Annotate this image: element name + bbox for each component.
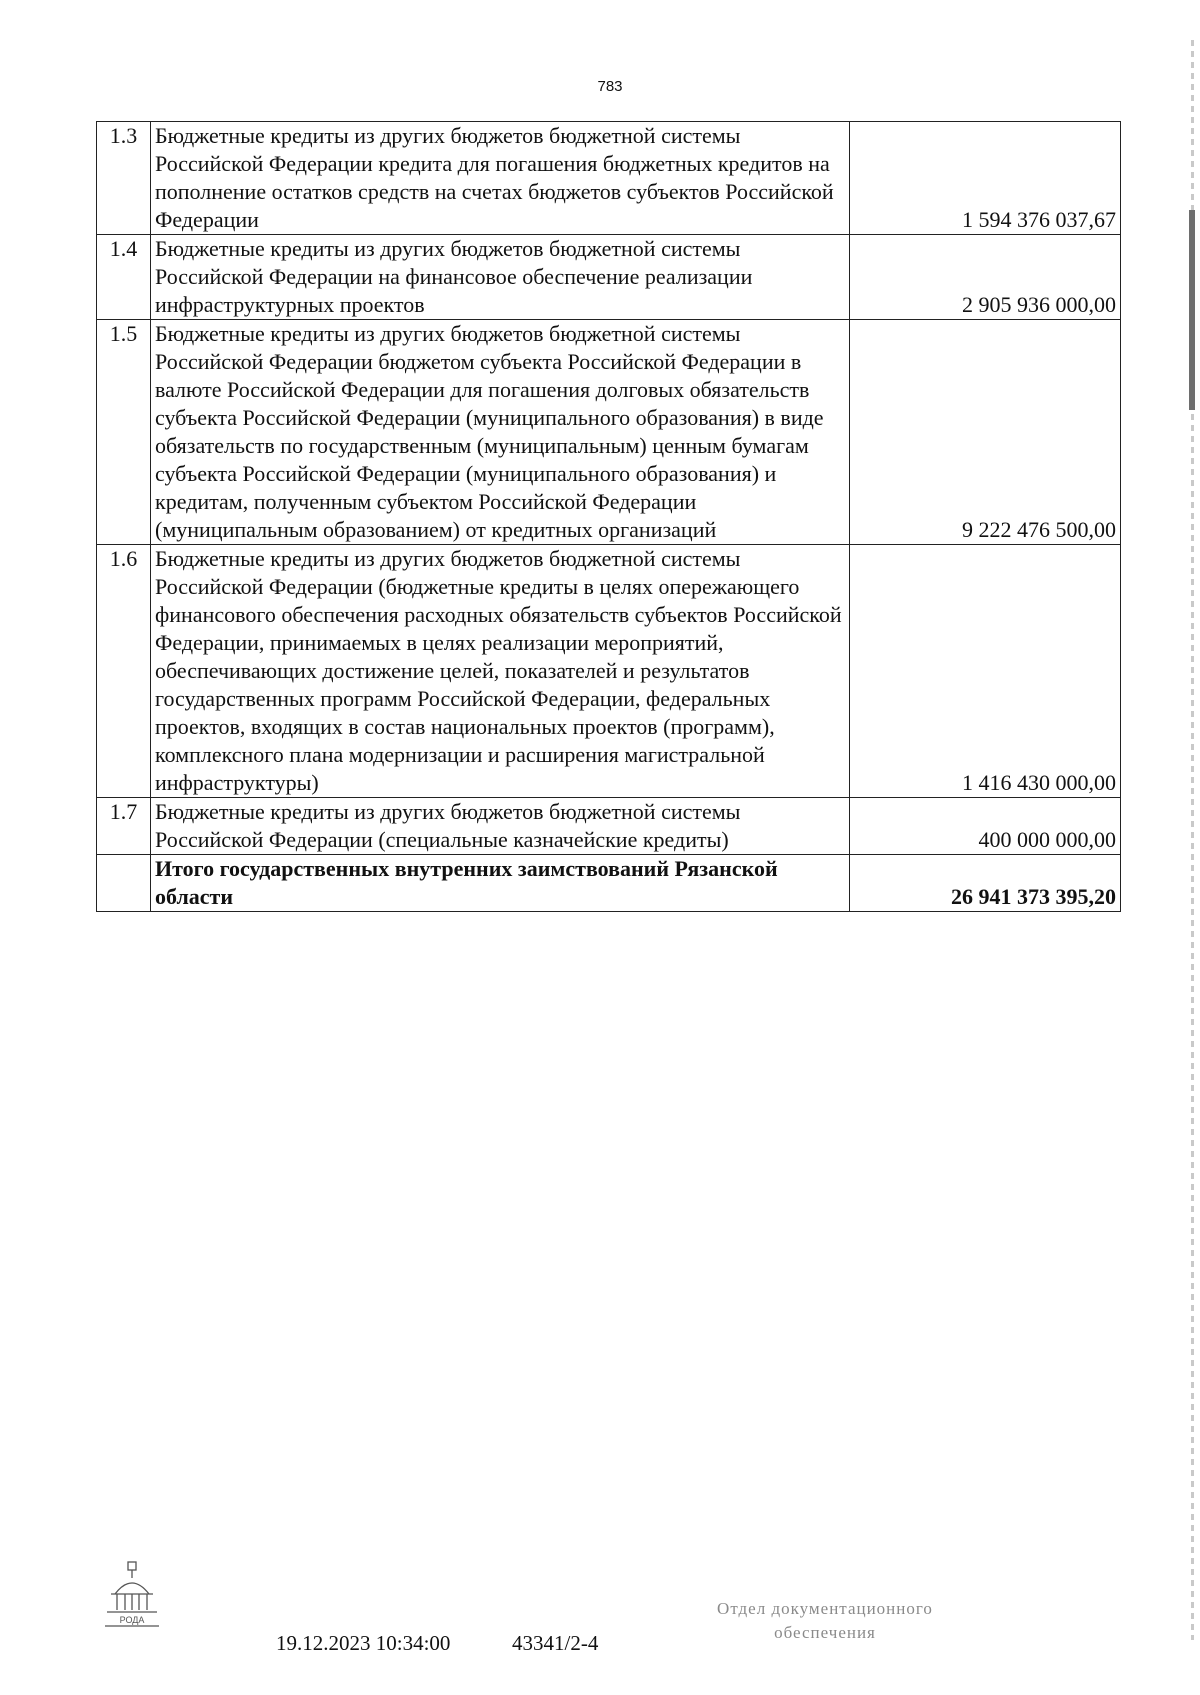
total-label: Итого государственных внутренних заимствований Рязанской области bbox=[151, 855, 850, 912]
table-row bbox=[97, 122, 1121, 235]
stamp-line-1: Отдел документационного bbox=[717, 1599, 933, 1618]
row-description: Бюджетные кредиты из других бюджетов бюджетной системы Российской Федерации кредита для погашения бюджетных кредитов на пополнение остатков средств на счетах бюджетов субъектов Российской Федерации bbox=[151, 122, 850, 235]
borrowings-table bbox=[96, 121, 1121, 912]
footer-code: 43341/2-4 bbox=[512, 1631, 599, 1655]
row-amount: 2 905 936 000,00 bbox=[850, 235, 1121, 320]
row-number: 1.5 bbox=[97, 320, 151, 545]
row-number: 1.3 bbox=[97, 122, 151, 235]
total-amount: 26 941 373 395,20 bbox=[850, 855, 1121, 912]
row-description: Бюджетные кредиты из других бюджетов бюджетной системы Российской Федерации бюджетом субъекта Российской Федерации в валюте Российской Федерации для погашения долговых обязательств субъекта Российской Федерации (муниципального образования) в виде обязательств по государственным (муниципальным) ценным бумагам субъекта Российской Федерации (муниципального образования) и кредитам, полученным субъектом Российской Федерации (муниципальным образованием) от кредитных организаций bbox=[151, 320, 850, 545]
total-number bbox=[97, 855, 151, 912]
row-amount: 400 000 000,00 bbox=[850, 798, 1121, 855]
row-amount: 9 222 476 500,00 bbox=[850, 320, 1121, 545]
department-stamp bbox=[690, 1597, 960, 1645]
row-description: Бюджетные кредиты из других бюджетов бюджетной системы Российской Федерации на финансовое обеспечение реализации инфраструктурных проектов bbox=[151, 235, 850, 320]
row-amount: 1 594 376 037,67 bbox=[850, 122, 1121, 235]
table-row bbox=[97, 545, 1121, 798]
total-row bbox=[97, 855, 1121, 912]
footer-date: 19.12.2023 10:34:00 bbox=[276, 1631, 451, 1655]
page-number: 783 bbox=[597, 78, 623, 95]
row-number: 1.4 bbox=[97, 235, 151, 320]
row-number: 1.7 bbox=[97, 798, 151, 855]
table-row bbox=[97, 235, 1121, 320]
row-amount: 1 416 430 000,00 bbox=[850, 545, 1121, 798]
row-description: Бюджетные кредиты из других бюджетов бюджетной системы Российской Федерации (бюджетные кредиты в целях опережающего финансового обеспечения расходных обязательств субъектов Российской Федерации, принимаемых в целях реализации мероприятий, обеспечивающих достижение целей, показателей и результатов государственных программ Российской Федерации, федеральных проектов, входящих в состав национальных проектов (программ), комплексного плана модернизации и расширения магистральной инфраструктуры) bbox=[151, 545, 850, 798]
scan-edge-shadow bbox=[1189, 210, 1195, 410]
stamp-line-2: обеспечения bbox=[774, 1623, 876, 1642]
duma-building-logo-icon bbox=[103, 1560, 161, 1630]
table-row bbox=[97, 798, 1121, 855]
row-description: Бюджетные кредиты из других бюджетов бюджетной системы Российской Федерации (специальные казначейские кредиты) bbox=[151, 798, 850, 855]
logo-text: РОДА bbox=[119, 1615, 145, 1625]
table-row bbox=[97, 320, 1121, 545]
row-number: 1.6 bbox=[97, 545, 151, 798]
